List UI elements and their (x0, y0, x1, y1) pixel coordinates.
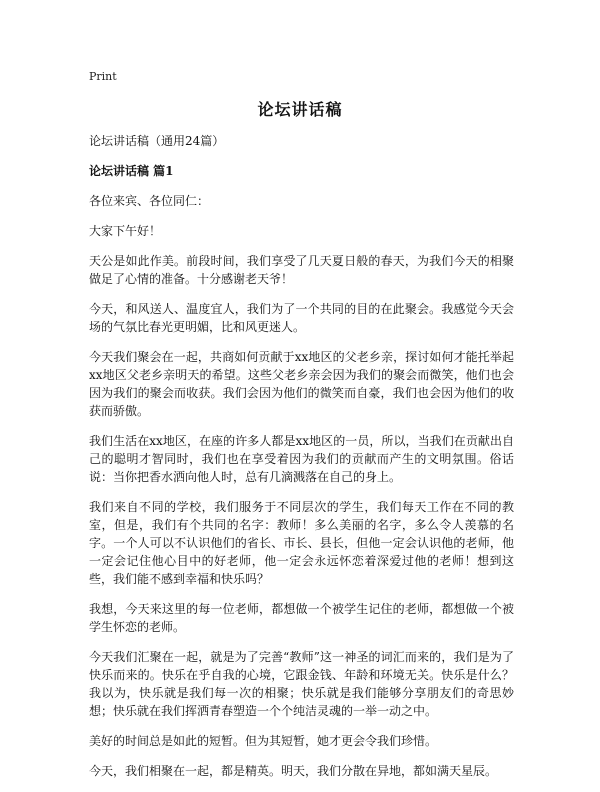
paragraph: 美好的时间总是如此的短暂。但为其短暂，她才更会令我们珍惜。 (89, 734, 438, 748)
paragraph: 我们来自不同的学校，我们服务于不同层次的学生，我们每天工作在不同的教室，但是，我们有个共同的名字：教师！多么美丽的名字，多么令人羡慕的名字。一个人可以不认识他们的省长、市长、县长，但他一定会认识他的老师，他一定会记住他心目中的好老师，他一定会永远怀恋着深爱过他的老师！想到这些，我们能不感到幸福和快乐吗？ (89, 500, 514, 586)
paragraph: 今天，我们相聚在一起，都是精英。明天，我们分散在异地，都如满天星辰。 (89, 764, 498, 778)
paragraph: 今天我们聚会在一起，共商如何贡献于xx地区的父老乡亲，探讨如何才能托举起xx地区父老乡亲明天的希望。这些父老乡亲会因为我们的聚会而微笑，他们也会因为我们的聚会而收获。我们会因为他们的微笑而自豪，我们也会因为他们的收获而骄傲。 (89, 350, 514, 418)
print-link[interactable]: Print (89, 70, 117, 83)
paragraph-greeting: 各位来宾、各位同仁： (89, 194, 210, 208)
document-title: 论坛讲话稿 (257, 100, 343, 119)
document-subtitle: 论坛讲话稿（通用24篇） (89, 134, 225, 148)
paragraph: 天公是如此作美。前段时间，我们享受了几天夏日般的春天，为我们今天的相聚做足了心情的准备。十分感谢老天爷！ (89, 254, 514, 286)
section-heading: 论坛讲话稿 篇1 (89, 164, 174, 178)
paragraph: 今天，和风送人、温度宜人，我们为了一个共同的目的在此聚会。我感觉今天会场的气氛比春光更明媚，比和风更迷人。 (89, 302, 514, 334)
document-body (89, 132, 514, 792)
paragraph: 今天我们汇聚在一起，就是为了完善“教师”这一神圣的词汇而来的，我们是为了快乐而来的。快乐在乎自我的心境，它跟金钱、年龄和环境无关。快乐是什么？我以为，快乐就是我们每一次的相聚；快乐就是我们能够分享朋友们的奇思妙想；快乐就在我们挥洒青春塑造一个个纯洁灵魂的一举一动之中。 (89, 650, 514, 718)
paragraph: 我想，今天来这里的每一位老师，都想做一个被学生记住的老师，都想做一个被学生怀恋的老师。 (89, 602, 514, 634)
paragraph: 我们生活在xx地区，在座的许多人都是xx地区的一员，所以，当我们在贡献出自己的聪明才智同时，我们也在享受着因为我们的贡献而产生的文明氛围。俗话说：当你把香水洒向他人时，总有几滴溅落在自己的身上。 (89, 434, 514, 484)
paragraph-salutation: 大家下午好！ (89, 224, 162, 238)
